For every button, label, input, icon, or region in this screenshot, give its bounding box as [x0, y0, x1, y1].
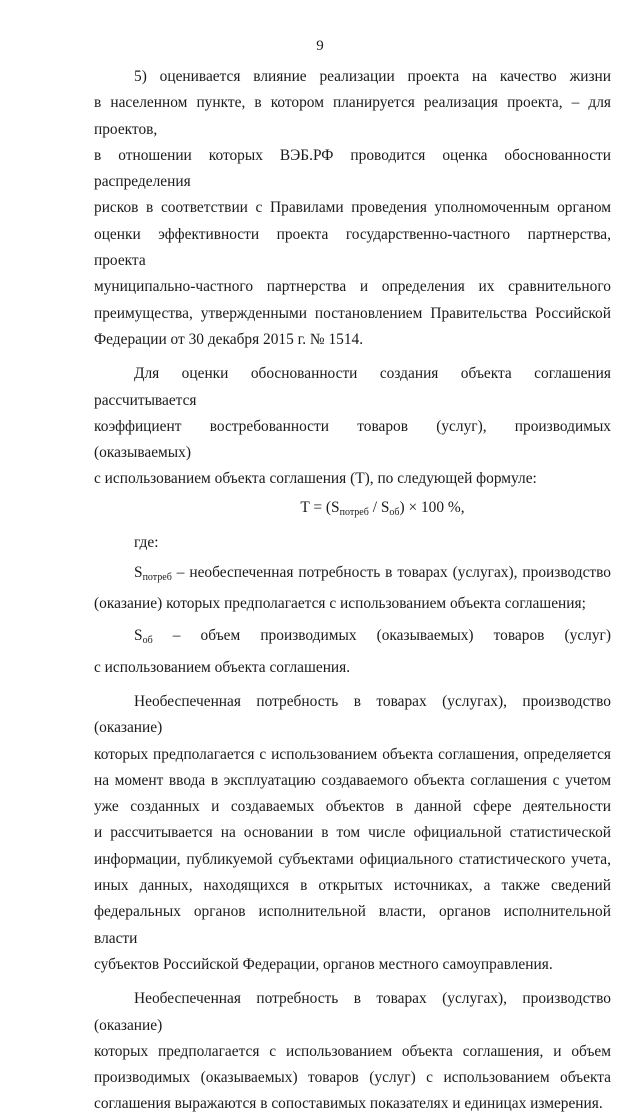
- definition-text: – объем производимых (оказываемых) товаров (услуг): [152, 627, 611, 645]
- text-line: которых предполагается с использованием объекта соглашения, и объем: [94, 1042, 611, 1060]
- text-line: производимых (оказываемых) товаров (услуг) с использованием объекта: [94, 1069, 611, 1087]
- symbol-s: S: [134, 627, 143, 645]
- text-line: коэффициент востребованности товаров (услуг), производимых (оказываемых): [94, 417, 611, 462]
- definition-s-ob: [94, 623, 611, 681]
- text-line: и рассчитывается на основании в том числе официальной статистической: [94, 824, 611, 842]
- text-line: (оказание) которых предполагается с использованием объекта соглашения;: [94, 595, 586, 613]
- text-line: муниципально-частного партнерства и определения их сравнительного: [94, 278, 611, 296]
- formula-rhs: ) × 100 %,: [399, 498, 465, 516]
- text-line: иных данных, находящихся в открытых источниках, а также сведений: [94, 877, 611, 895]
- text-line: которых предполагается с использованием объекта соглашения, определяется: [94, 745, 611, 763]
- text-line: информации, публикуемой субъектами официального статистического учета,: [94, 850, 611, 868]
- formula-sub-potreb: потреб: [339, 506, 369, 518]
- text-line: с использованием объекта соглашения.: [94, 658, 351, 676]
- text-line: [94, 623, 611, 654]
- text-line: [94, 560, 611, 591]
- text-line: Необеспеченная потребность в товарах (услугах), производство (оказание): [94, 990, 611, 1034]
- text-line: в отношении которых ВЭБ.РФ проводится оценка обоснованности распределения: [94, 146, 611, 191]
- definition-s-potreb: [94, 560, 611, 618]
- text-line: 5) оценивается влияние реализации проекта на качество жизни: [134, 68, 611, 85]
- formula-lhs: T = (S: [300, 498, 340, 516]
- text-line: уже созданных и создаваемых объектов в данной сфере деятельности: [94, 798, 611, 816]
- paragraph-2: [94, 361, 611, 492]
- text-line: Федерации от 30 декабря 2015 г. № 1514.: [94, 330, 364, 348]
- text-line: субъектов Российской Федерации, органов местного самоуправления.: [94, 955, 553, 973]
- text-line: соглашения выражаются в сопоставимых показателях и единицах измерения.: [94, 1095, 603, 1113]
- text-line: Для оценки обоснованности создания объекта соглашения рассчитывается: [94, 365, 611, 409]
- paragraph-3: [94, 689, 611, 978]
- formula-mid: / S: [368, 498, 390, 516]
- formula: [94, 495, 611, 526]
- definition-text: – необеспеченная потребность в товарах (услугах), производство: [171, 563, 611, 581]
- symbol-sub: потреб: [142, 571, 172, 583]
- text-line: на момент ввода в эксплуатацию создаваемого объекта соглашения с учетом: [94, 771, 611, 789]
- symbol-s: S: [134, 563, 143, 581]
- text-line: с использованием объекта соглашения (T), по следующей формуле:: [94, 470, 537, 488]
- document-body: [94, 64, 611, 1118]
- page-number: 9: [316, 38, 324, 54]
- text-line: в населенном пункте, в котором планируется реализация проекта, – для проектов,: [94, 94, 611, 138]
- paragraph-1: [94, 64, 611, 353]
- text-line: Необеспеченная потребность в товарах (услугах), производство (оказание): [94, 692, 611, 737]
- text-line: преимущества, утвержденными постановлением Правительства Российской: [94, 304, 611, 322]
- text-line: федеральных органов исполнительной власти, органов исполнительной власти: [94, 903, 611, 947]
- formula-sub-ob: об: [389, 506, 400, 518]
- where-label: где:: [134, 533, 159, 551]
- text-line: рисков в соответствии с Правилами проведения уполномоченным органом: [94, 199, 611, 217]
- text-line: оценки эффективности проекта государственно-частного партнерства, проекта: [94, 225, 611, 270]
- symbol-sub: об: [142, 635, 153, 647]
- paragraph-4: [94, 986, 611, 1117]
